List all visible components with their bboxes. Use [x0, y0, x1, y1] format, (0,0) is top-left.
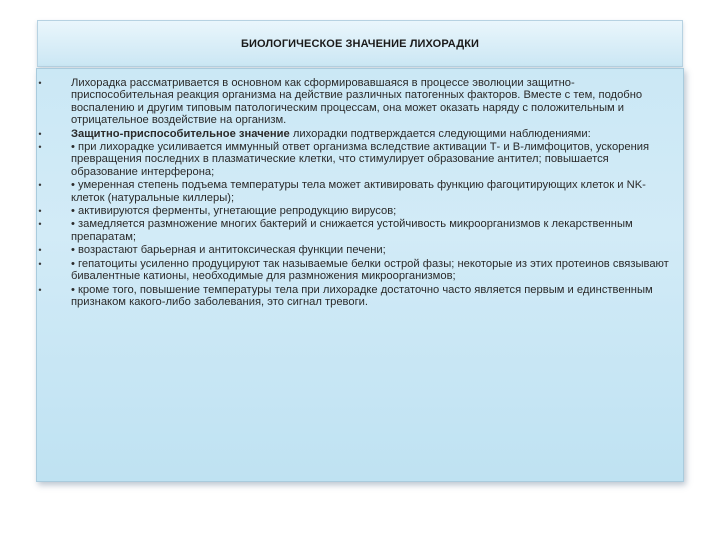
list-item-text: • активируются ферменты, угнетающие репродукцию вирусов; [71, 205, 397, 218]
list-item [37, 218, 677, 243]
bullet-icon: • [38, 245, 42, 256]
list-item-text: • возрастают барьерная и антитоксическая функции печени; [71, 244, 386, 257]
slide-title: БИОЛОГИЧЕСКОЕ ЗНАЧЕНИЕ ЛИХОРАДКИ [240, 37, 480, 50]
bullet-icon: • [38, 284, 42, 295]
list-item [37, 258, 677, 283]
title-box [37, 20, 683, 67]
list-item [37, 77, 677, 127]
list-item-text: • кроме того, повышение температуры тела при лихорадке достаточно часто является первым и единственным признаком какого-либо заболевания, это сигнал тревоги. [71, 283, 653, 308]
bullet-icon: • [38, 78, 42, 88]
bullet-icon: • [38, 219, 42, 230]
bullet-icon: • [38, 128, 42, 139]
list-item-text: лихорадки подтверждается следующими наблюдениями: [289, 127, 591, 140]
bullet-icon: • [38, 258, 42, 269]
list-item-text: • умеренная степень подъема температуры тела может активировать функцию фагоцитирующих клеток и NK-клеток (натуральные киллеры); [71, 179, 646, 204]
list-item-text: Лихорадка рассматривается в основном как сформировавшаяся в процессе эволюции защитно-приспособительная реакция организма на действие различных патогенных факторов. Вместе с тем, подобно воспалению и другим типовым патологическим процессам, она может оказать наряду с положительным и отрицательное воздействие на организм. [71, 77, 643, 127]
bullet-icon: • [38, 206, 42, 217]
bullet-icon: • [38, 180, 42, 191]
bullet-list [37, 77, 677, 309]
list-item-bold-text: Защитно-приспособительное значение [71, 127, 290, 140]
list-item [37, 179, 677, 204]
content-box [36, 68, 684, 482]
list-item [37, 205, 677, 217]
bullet-icon: • [38, 142, 42, 153]
list-item-text: • замедляется размножение многих бактерий и снижается устойчивость микроорганизмов к лекарственным препаратам; [71, 218, 633, 243]
list-item-text: • при лихорадке усиливается иммунный ответ организма вследствие активации Т- и В-лимфоцитов, ускорения превращения последних в плазматические клетки, что стимулирует образование антител; повышается образование интерферона; [71, 141, 650, 178]
list-item [37, 141, 677, 178]
list-item-text: • гепатоциты усиленно продуцируют так называемые белки острой фазы; некоторые из этих протеинов связывают бивалентные катионы, необходимые для размножения микроорганизмов; [71, 257, 669, 283]
list-item [37, 284, 677, 309]
list-item [37, 244, 677, 256]
list-item [37, 128, 677, 140]
